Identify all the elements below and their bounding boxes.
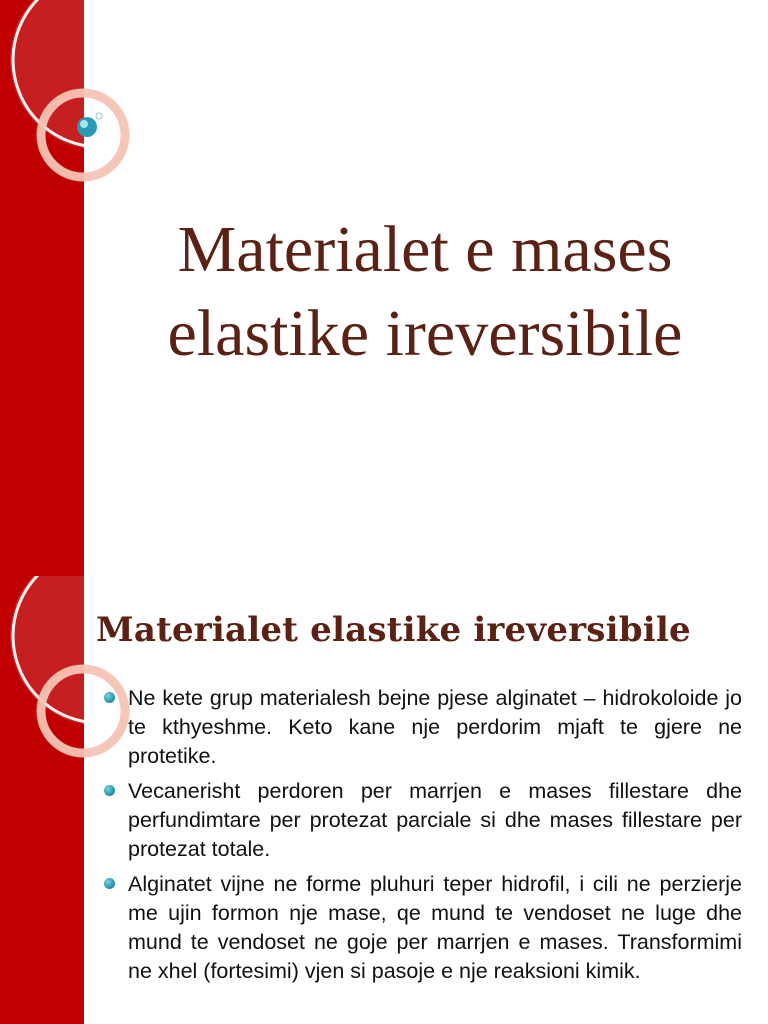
bullet-sphere-icon [104, 878, 115, 889]
bullet-item [104, 777, 742, 864]
bullet-list [104, 684, 742, 992]
title-line-2: elastike ireversibile [167, 297, 683, 370]
bullet-item [104, 870, 742, 986]
content-slide-title: Materialet elastike ireversibile [96, 610, 691, 650]
bullet-item [104, 684, 742, 771]
bullet-sphere-icon [104, 785, 115, 796]
bullet-text: Ne kete grup materialesh bejne pjese alginatet – hidrokoloide jo te kthyeshme. Keto kane nje perdorim mjaft te gjere ne protetike. [128, 686, 742, 768]
ring-decoration-icon [0, 0, 120, 200]
slide-content [0, 576, 768, 1024]
slide-title-heading [100, 208, 750, 376]
title-line-1: Materialet e mases [177, 213, 673, 286]
bullet-sphere-icon [104, 692, 115, 703]
bullet-text: Alginatet vijne ne forme pluhuri teper hidrofil, i cili ne perzierje me ujin formon nje mase, qe mund te vendoset ne luge dhe mund te vendoset ne goje per marrjen e mases. Transformimi ne xhel (fortesimi) vjen si pasoje e nje reaksioni kimik. [128, 872, 742, 983]
bullet-text: Vecanerisht perdoren per marrjen e mases fillestare dhe perfundimtare per protezat parciale si dhe mases fillestare per protezat totale. [128, 779, 742, 861]
blue-sphere-icon [77, 117, 97, 137]
